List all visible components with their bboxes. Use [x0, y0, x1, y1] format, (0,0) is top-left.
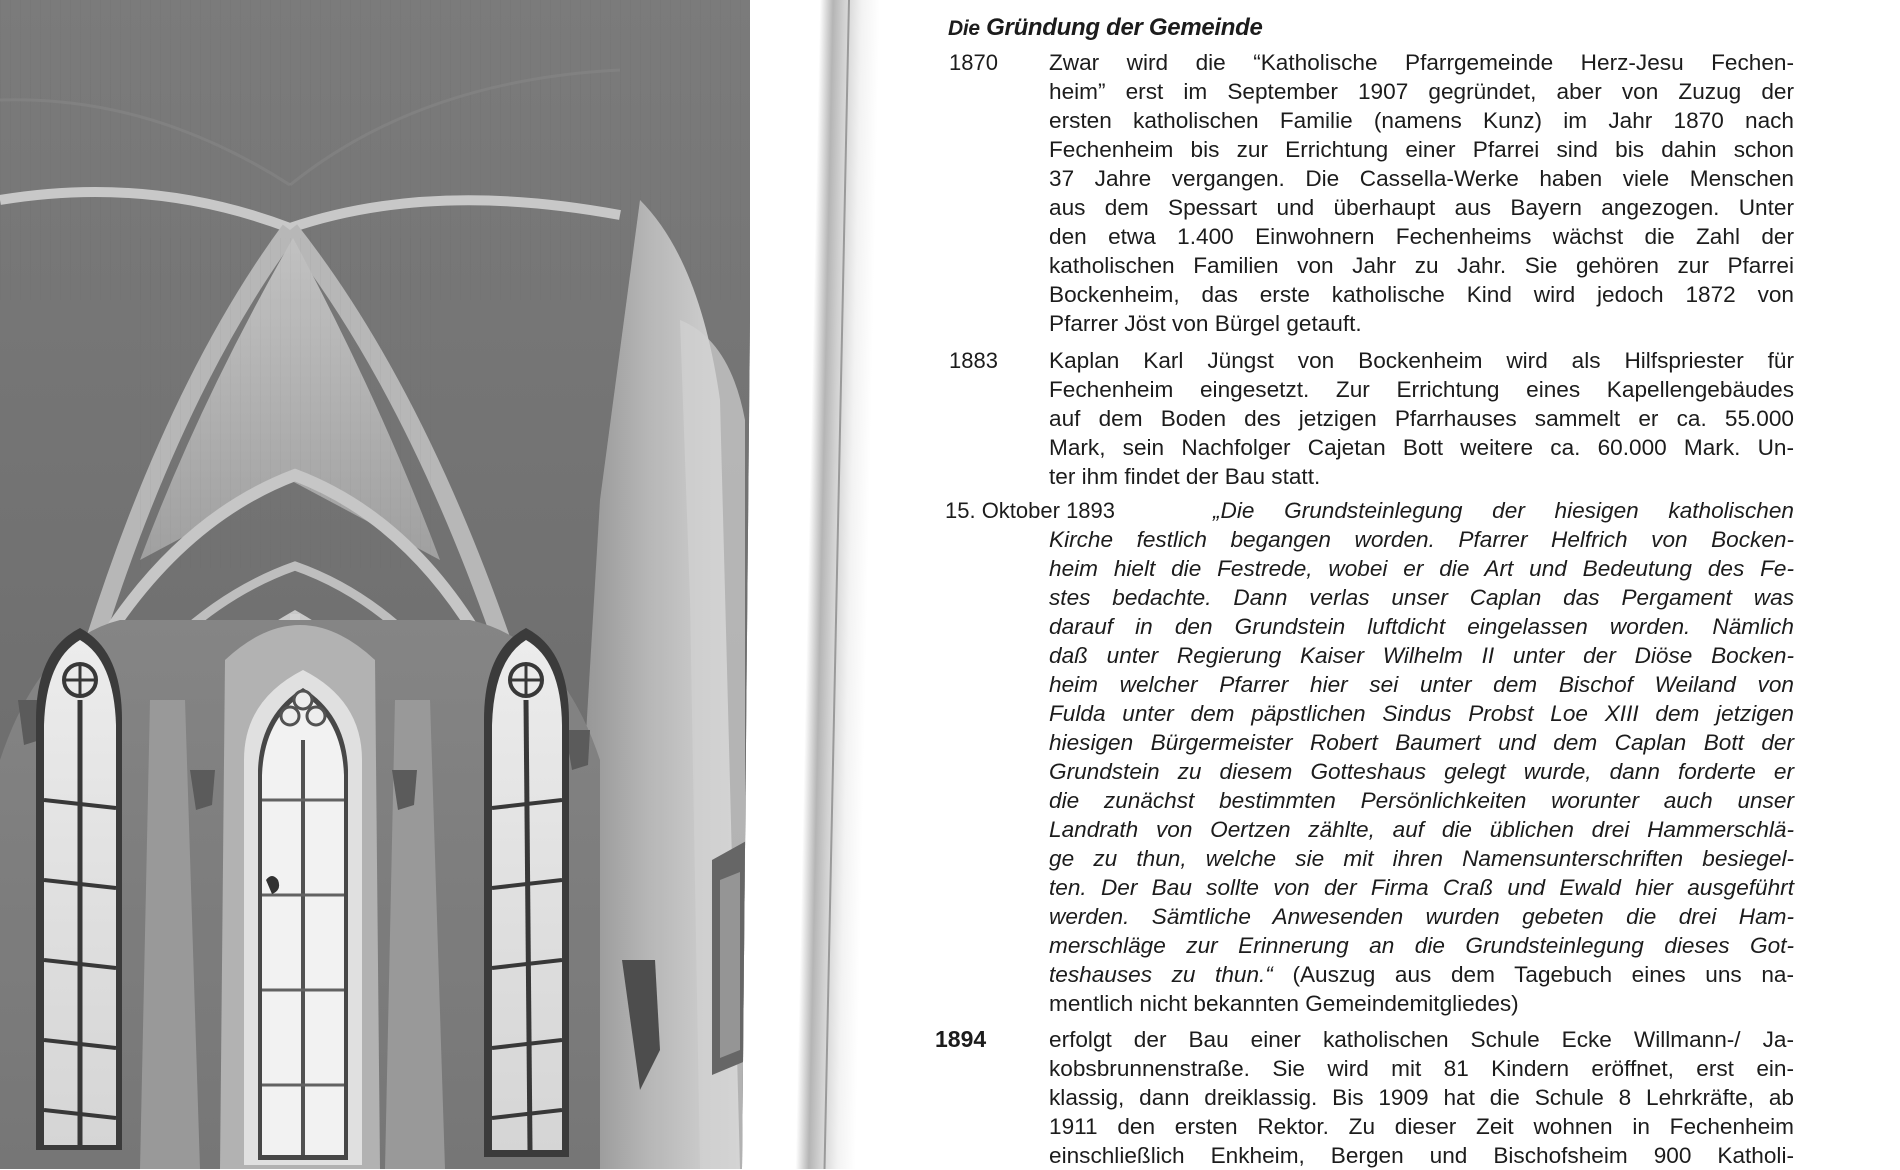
text-line: Landrath von Oertzen zählte, auf die üblichen drei Hammerschlä- [1049, 817, 1794, 842]
text-line: die zunächst bestimmten Persönlichkeiten worunter auch unser [1049, 788, 1794, 813]
text-line: ter ihm findet der Bau statt. [1049, 464, 1321, 489]
text-line: Mark, sein Nachfolger Cajetan Bott weitere ca. 60.000 Mark. Un- [1049, 435, 1794, 460]
entry-text [1049, 48, 1794, 338]
text-line: heim welcher Pfarrer hier sei unter dem Bischof Weiland von [1049, 672, 1794, 697]
text-line: stes bedachte. Dann verlas unser Caplan das Pergament was [1049, 585, 1794, 610]
quote-end: teshauses zu thun.“ [1049, 962, 1273, 987]
text-line: Pfarrer Jöst von Bürgel getauft. [1049, 311, 1362, 336]
entry-text [1049, 346, 1794, 491]
page-title-prefix: Die [948, 17, 980, 40]
text-line: 1911 den ersten Rektor. Zu dieser Zeit wohnen in Fechenheim [1049, 1114, 1794, 1139]
text-line: den etwa 1.400 Einwohnern Fechenheims wächst die Zahl der [1049, 224, 1794, 249]
text-line: erfolgt der Bau einer katholischen Schule Ecke Willmann-/ Ja- [1049, 1027, 1794, 1052]
vault-illustration [0, 0, 750, 1169]
text-line: darauf in den Grundstein luftdicht eingelassen worden. Nämlich [1049, 614, 1794, 639]
text-line: heim” erst im September 1907 gegründet, aber von Zuzug der [1049, 79, 1794, 104]
text-line: ten. Der Bau sollte von der Firma Craß und Ewald hier ausgeführt [1049, 875, 1794, 900]
page-title [948, 14, 1263, 42]
entry-date: 15. Oktober 1893 [945, 498, 1116, 523]
text-line: einschließlich Enkheim, Bergen und Bischofsheim 900 Katholi- [1049, 1143, 1794, 1168]
text-line: ersten katholischen Familie (namens Kunz) im Jahr 1870 nach [1049, 108, 1794, 133]
quote-first-line: „Die Grundsteinlegung der hiesigen katholischen [1213, 498, 1794, 523]
entry-date: 1883 [949, 348, 998, 373]
text-line: 37 Jahre vergangen. Die Cassella-Werke haben viele Menschen [1049, 166, 1794, 191]
entry-text [1049, 1025, 1794, 1170]
text-line: auf dem Boden des jetzigen Pfarrhauses sammelt er ca. 55.000 [1049, 406, 1794, 431]
text-line: Fechenheim bis zur Errichtung einer Pfarrei sind bis dahin schon [1049, 137, 1794, 162]
text-line: daß unter Regierung Kaiser Wilhelm II unter der Diöse Bocken- [1049, 643, 1794, 668]
source-note: (Auszug aus dem Tagebuch eines uns na- [1272, 962, 1794, 987]
church-vault-photo [0, 0, 750, 1169]
text-line: aus dem Spessart und überhaupt aus Bayern angezogen. Unter [1049, 195, 1794, 220]
text-line: merschläge zur Erinnerung an die Grundsteinlegung dieses Got- [1049, 933, 1794, 958]
text-line: ge zu thun, welche sie mit ihren Namensunterschriften besiegel- [1049, 846, 1794, 871]
entry-date: 1894 [935, 1026, 987, 1052]
text-line: Fechenheim eingesetzt. Zur Errichtung eines Kapellengebäudes [1049, 377, 1794, 402]
entry-quote-text [1049, 525, 1794, 1018]
text-line: mentlich nicht bekannten Gemeindemitgliedes) [1049, 991, 1519, 1016]
text-line: Fulda unter dem päpstlichen Sindus Probst Loe XIII dem jetzigen [1049, 701, 1794, 726]
text-line: werden. Sämtliche Anwesenden wurden gebeten die drei Ham- [1049, 904, 1794, 929]
text-line: Bockenheim, das erste katholische Kind wird jedoch 1872 von [1049, 282, 1794, 307]
page-title-main: Gründung der Gemeinde [986, 14, 1263, 41]
text-line: kobsbrunnenstraße. Sie wird mit 81 Kindern eröffnet, erst ein- [1049, 1056, 1794, 1081]
text-line: Zwar wird die “Katholische Pfarrgemeinde Herz-Jesu Fechen- [1049, 50, 1794, 75]
text-line: Kaplan Karl Jüngst von Bockenheim wird als Hilfspriester für [1049, 348, 1794, 373]
text-line: klassig, dann dreiklassig. Bis 1909 hat die Schule 8 Lehrkräfte, ab [1049, 1085, 1794, 1110]
text-line: Grundstein zu diesem Gotteshaus gelegt wurde, dann forderte er [1049, 759, 1794, 784]
text-line-mixed [1049, 960, 1794, 989]
text-line: hiesigen Bürgermeister Robert Baumert und dem Caplan Bott der [1049, 730, 1794, 755]
entry-date: 1870 [949, 50, 998, 75]
text-line: Kirche festlich begangen worden. Pfarrer Helfrich von Bocken- [1049, 527, 1794, 552]
text-line: katholischen Familien von Jahr zu Jahr. Sie gehören zur Pfarrei [1049, 253, 1794, 278]
text-line: heim hielt die Festrede, wobei er die Art und Bedeutung des Fe- [1049, 556, 1794, 581]
